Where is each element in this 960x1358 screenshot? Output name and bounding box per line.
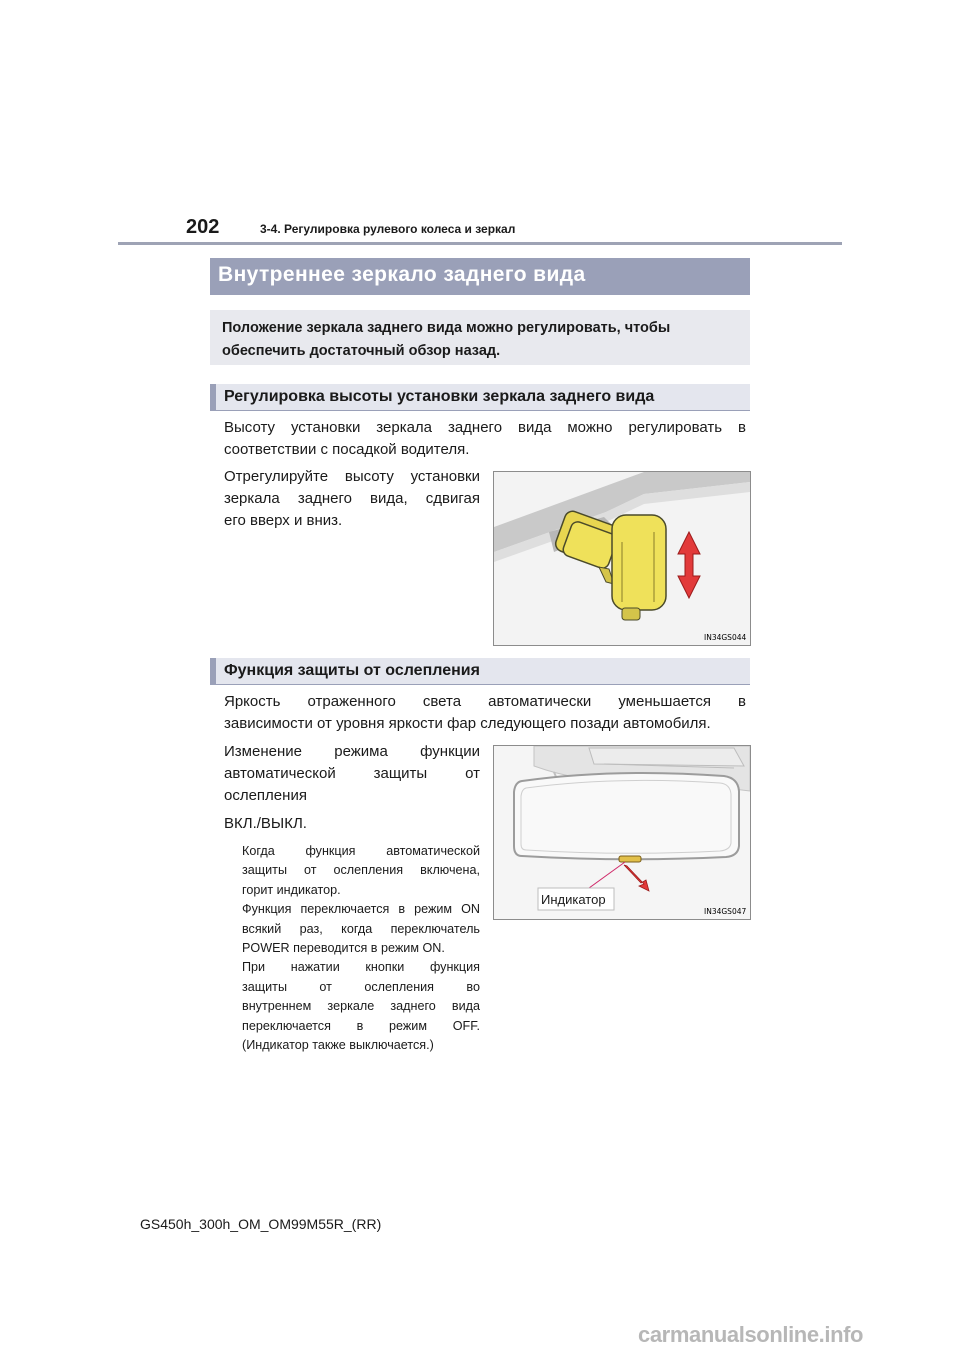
text-line: ослепления	[224, 787, 307, 804]
note-line: всякий раз, когда переключатель	[242, 921, 480, 936]
figure-code: IN34GS044	[704, 633, 747, 642]
note-line: (Индикатор также выключается.)	[242, 1038, 434, 1053]
note-line: переключается в режим OFF.	[242, 1018, 480, 1033]
note-line: Когда функция автоматической	[242, 844, 480, 858]
figure-code: IN34GS047	[704, 907, 747, 916]
height-adjust-figure	[493, 471, 751, 646]
antiglare-heading: Функция защиты от ослепления	[210, 658, 750, 685]
antiglare-figure	[493, 745, 751, 920]
intro-line: обеспечить достаточный обзор назад.	[222, 343, 501, 359]
text-line: его вверх и вниз.	[224, 512, 343, 529]
text-line: Яркость отраженного света автоматически уменьшается в	[224, 693, 746, 710]
antiglare-note	[242, 842, 480, 1055]
mirror-height-illustration	[494, 472, 750, 645]
watermark: carmanualsonline.info	[638, 1322, 864, 1347]
text-line: автоматической защиты от	[224, 765, 480, 782]
height-paragraph	[224, 417, 746, 461]
intro-line: Положение зеркала заднего вида можно регулировать, чтобы	[222, 320, 671, 336]
antiglare-instruction	[224, 741, 480, 807]
text-line: зависимости от уровня яркости фар следующего позади автомобиля.	[224, 715, 711, 732]
height-instruction	[224, 466, 480, 532]
indicator-label: Индикатор	[541, 892, 606, 907]
intro-box	[210, 310, 750, 365]
text-line: Изменение режима функции	[224, 743, 480, 760]
text-line: зеркала заднего вида, сдвигая	[224, 490, 480, 507]
note-line: защиты от ослепления во	[242, 979, 480, 994]
page-number: 202	[186, 216, 220, 238]
note-line: Функция переключается в режим ON	[242, 902, 480, 917]
note-line: При нажатии кнопки функция	[242, 960, 480, 975]
mirror-indicator-illustration	[494, 746, 750, 919]
section-title: 3-4. Регулировка рулевого колеса и зеркал	[260, 222, 516, 236]
note-line: POWER переводится в режим ON.	[242, 941, 445, 956]
note-line: защиты от ослепления включена,	[242, 863, 480, 878]
footer-code: GS450h_300h_OM_OM99M55R_(RR)	[140, 1216, 382, 1232]
text-line: Высоту установки зеркала заднего вида можно регулировать в	[224, 419, 746, 436]
antiglare-paragraph	[224, 691, 746, 735]
height-adjust-heading: Регулировка высоты установки зеркала заднего вида	[210, 384, 750, 411]
note-line: горит индикатор.	[242, 882, 341, 897]
text-line: соответствии с посадкой водителя.	[224, 441, 470, 458]
on-off-label: ВКЛ./ВЫКЛ.	[224, 815, 307, 832]
note-line: внутреннем зеркале заднего вида	[242, 999, 480, 1014]
page-title: Внутреннее зеркало заднего вида	[210, 258, 750, 295]
header-divider	[118, 242, 842, 245]
text-line: Отрегулируйте высоту установки	[224, 468, 480, 485]
